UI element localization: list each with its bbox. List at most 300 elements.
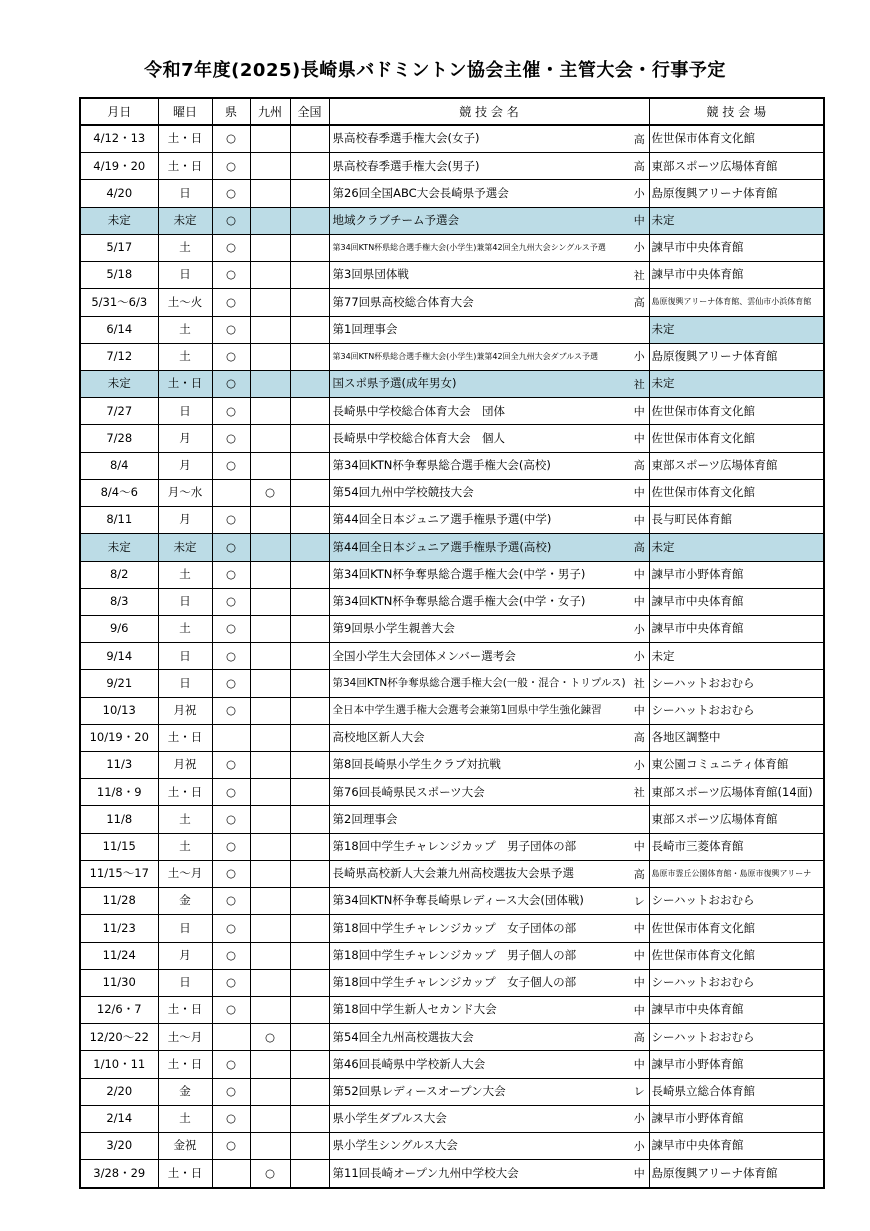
table-row [80, 398, 824, 425]
cell-category: 中 [630, 915, 649, 942]
table-row [80, 316, 824, 343]
cell-category: 中 [630, 1160, 649, 1188]
cell-national-mark [290, 752, 329, 779]
cell-venue: シーハットおおむら [649, 670, 824, 697]
table-row [80, 833, 824, 860]
cell-day: 日 [158, 670, 212, 697]
cell-category: 社 [630, 670, 649, 697]
cell-pref-mark [212, 724, 250, 751]
cell-pref-mark: ○ [212, 752, 250, 779]
cell-category: 小 [630, 1133, 649, 1160]
cell-event-name: 長崎県中学校総合体育大会 個人 [329, 425, 630, 452]
cell-kyushu-mark [250, 289, 290, 316]
cell-day: 月 [158, 942, 212, 969]
cell-event-name: 長崎県高校新人大会兼九州高校選抜大会県予選 [329, 860, 630, 887]
cell-pref-mark: ○ [212, 343, 250, 370]
cell-pref-mark: ○ [212, 452, 250, 479]
cell-event-name: 第9回県小学生親善大会 [329, 615, 630, 642]
cell-date: 8/2 [80, 561, 158, 588]
cell-venue: 長与町民体育館 [649, 507, 824, 534]
table-row [80, 670, 824, 697]
cell-category: 高 [630, 153, 649, 180]
cell-kyushu-mark [250, 915, 290, 942]
cell-date: 7/27 [80, 398, 158, 425]
cell-national-mark [290, 1024, 329, 1051]
cell-day: 土・日 [158, 153, 212, 180]
cell-national-mark [290, 1078, 329, 1105]
cell-event-name: 第34回KTN杯争奪県総合選手権大会(中学・女子) [329, 588, 630, 615]
cell-day: 未定 [158, 534, 212, 561]
cell-national-mark [290, 262, 329, 289]
cell-pref-mark: ○ [212, 125, 250, 153]
table-row [80, 915, 824, 942]
cell-event-name: 第18回中学生新人セカンド大会 [329, 997, 630, 1024]
table-row [80, 942, 824, 969]
cell-date: 未定 [80, 207, 158, 234]
table-row [80, 752, 824, 779]
cell-category [630, 806, 649, 833]
cell-day: 土 [158, 615, 212, 642]
cell-event-name: 高校地区新人大会 [329, 724, 630, 751]
table-row [80, 343, 824, 370]
cell-national-mark [290, 153, 329, 180]
cell-national-mark [290, 860, 329, 887]
table-row [80, 724, 824, 751]
cell-category: 高 [630, 860, 649, 887]
header-date: 月日 [80, 98, 158, 125]
table-row [80, 507, 824, 534]
cell-national-mark [290, 1160, 329, 1188]
cell-pref-mark: ○ [212, 697, 250, 724]
cell-venue: シーハットおおむら [649, 969, 824, 996]
table-row [80, 534, 824, 561]
cell-day: 日 [158, 180, 212, 207]
cell-category: 高 [630, 125, 649, 153]
cell-event-name: 第44回全日本ジュニア選手権県予選(高校) [329, 534, 630, 561]
cell-event-name: 第8回長崎県小学生クラブ対抗戦 [329, 752, 630, 779]
cell-kyushu-mark: ○ [250, 1024, 290, 1051]
cell-national-mark [290, 1133, 329, 1160]
cell-day: 土・日 [158, 724, 212, 751]
cell-venue: 佐世保市体育文化館 [649, 398, 824, 425]
cell-national-mark [290, 561, 329, 588]
cell-pref-mark: ○ [212, 860, 250, 887]
cell-venue: 未定 [649, 370, 824, 397]
table-row [80, 153, 824, 180]
cell-pref-mark: ○ [212, 1105, 250, 1132]
cell-event-name: 第34回KTN杯争奪長崎県レディース大会(団体戦) [329, 888, 630, 915]
cell-event-name: 第46回長崎県中学校新人大会 [329, 1051, 630, 1078]
table-row [80, 1078, 824, 1105]
cell-event-name: 第34回KTN杯争奪県総合選手権大会(中学・男子) [329, 561, 630, 588]
cell-event-name: 第54回九州中学校競技大会 [329, 479, 630, 506]
cell-event-name: 県高校春季選手権大会(男子) [329, 153, 630, 180]
cell-national-mark [290, 534, 329, 561]
cell-venue: 未定 [649, 643, 824, 670]
cell-national-mark [290, 207, 329, 234]
cell-venue: 島原復興アリーナ体育館、雲仙市小浜体育館 [649, 289, 824, 316]
cell-national-mark [290, 398, 329, 425]
cell-national-mark [290, 588, 329, 615]
cell-venue: 未定 [649, 534, 824, 561]
cell-day: 土～月 [158, 1024, 212, 1051]
cell-kyushu-mark [250, 125, 290, 153]
cell-date: 11/15～17 [80, 860, 158, 887]
cell-venue: 島原市霊丘公園体育館・島原市復興アリーナ [649, 860, 824, 887]
cell-date: 3/28・29 [80, 1160, 158, 1188]
cell-date: 5/17 [80, 234, 158, 261]
cell-pref-mark: ○ [212, 262, 250, 289]
table-row [80, 289, 824, 316]
header-day: 曜日 [158, 98, 212, 125]
cell-date: 8/4～6 [80, 479, 158, 506]
cell-pref-mark: ○ [212, 1133, 250, 1160]
table-row [80, 452, 824, 479]
cell-venue: 佐世保市体育文化館 [649, 942, 824, 969]
cell-date: 11/15 [80, 833, 158, 860]
cell-pref-mark: ○ [212, 806, 250, 833]
cell-national-mark [290, 180, 329, 207]
cell-event-name: 第26回全国ABC大会長崎県予選会 [329, 180, 630, 207]
cell-category: 中 [630, 207, 649, 234]
cell-category: 小 [630, 752, 649, 779]
cell-event-name: 地域クラブチーム予選会 [329, 207, 630, 234]
cell-national-mark [290, 507, 329, 534]
cell-day: 月～水 [158, 479, 212, 506]
cell-event-name: 県高校春季選手権大会(女子) [329, 125, 630, 153]
cell-category: 社 [630, 779, 649, 806]
cell-kyushu-mark [250, 670, 290, 697]
cell-kyushu-mark [250, 561, 290, 588]
cell-pref-mark: ○ [212, 942, 250, 969]
cell-date: 11/24 [80, 942, 158, 969]
cell-category: レ [630, 1078, 649, 1105]
cell-event-name: 第3回県団体戦 [329, 262, 630, 289]
cell-kyushu-mark [250, 343, 290, 370]
cell-kyushu-mark [250, 234, 290, 261]
cell-category: 中 [630, 697, 649, 724]
cell-event-name: 第18回中学生チャレンジカップ 女子団体の部 [329, 915, 630, 942]
cell-event-name: 第34回KTN杯争奪県総合選手権大会(高校) [329, 452, 630, 479]
cell-event-name: 第18回中学生チャレンジカップ 女子個人の部 [329, 969, 630, 996]
cell-national-mark [290, 1105, 329, 1132]
table-row [80, 588, 824, 615]
header-event: 競 技 会 名 [329, 98, 649, 125]
cell-day: 土・日 [158, 779, 212, 806]
page-title: 令和7年度(2025)長崎県バドミントン協会主催・主管大会・行事予定 [144, 60, 726, 81]
cell-pref-mark: ○ [212, 588, 250, 615]
cell-date: 12/6・7 [80, 997, 158, 1024]
cell-pref-mark: ○ [212, 1078, 250, 1105]
cell-category: 中 [630, 969, 649, 996]
cell-national-mark [290, 370, 329, 397]
cell-event-name: 第18回中学生チャレンジカップ 男子個人の部 [329, 942, 630, 969]
cell-date: 6/14 [80, 316, 158, 343]
cell-kyushu-mark [250, 180, 290, 207]
table-row [80, 1051, 824, 1078]
cell-kyushu-mark [250, 262, 290, 289]
cell-pref-mark: ○ [212, 425, 250, 452]
cell-category: 中 [630, 833, 649, 860]
cell-event-name: 第44回全日本ジュニア選手権県予選(中学) [329, 507, 630, 534]
cell-pref-mark: ○ [212, 1051, 250, 1078]
cell-pref-mark: ○ [212, 561, 250, 588]
cell-pref-mark: ○ [212, 888, 250, 915]
cell-category: 中 [630, 425, 649, 452]
cell-kyushu-mark [250, 1051, 290, 1078]
cell-category: 小 [630, 343, 649, 370]
cell-venue: 諫早市中央体育館 [649, 615, 824, 642]
cell-category: 高 [630, 534, 649, 561]
cell-national-mark [290, 942, 329, 969]
cell-date: 1/10・11 [80, 1051, 158, 1078]
cell-day: 土～火 [158, 289, 212, 316]
cell-venue: 諫早市小野体育館 [649, 561, 824, 588]
cell-date: 11/8・9 [80, 779, 158, 806]
cell-venue: 東部スポーツ広場体育館 [649, 806, 824, 833]
cell-event-name: 第11回長崎オープン九州中学校大会 [329, 1160, 630, 1188]
cell-kyushu-mark [250, 724, 290, 751]
cell-national-mark [290, 1051, 329, 1078]
header-kyushu: 九州 [250, 98, 290, 125]
cell-date: 10/19・20 [80, 724, 158, 751]
cell-kyushu-mark [250, 643, 290, 670]
cell-pref-mark: ○ [212, 615, 250, 642]
cell-day: 月 [158, 507, 212, 534]
table-row [80, 697, 824, 724]
table-row [80, 1105, 824, 1132]
cell-venue: 佐世保市体育文化館 [649, 915, 824, 942]
cell-category: 中 [630, 561, 649, 588]
cell-category: 小 [630, 180, 649, 207]
table-row [80, 1160, 824, 1188]
cell-event-name: 長崎県中学校総合体育大会 団体 [329, 398, 630, 425]
cell-pref-mark: ○ [212, 398, 250, 425]
cell-event-name: 第2回理事会 [329, 806, 630, 833]
cell-kyushu-mark [250, 833, 290, 860]
cell-date: 未定 [80, 370, 158, 397]
cell-day: 土・日 [158, 125, 212, 153]
cell-pref-mark [212, 479, 250, 506]
cell-event-name: 第34回KTN杯県総合選手権大会(小学生)兼第42回全九州大会シングルス予選 [329, 234, 630, 261]
cell-date: 11/30 [80, 969, 158, 996]
cell-day: 土・日 [158, 370, 212, 397]
cell-category: 中 [630, 588, 649, 615]
cell-date: 8/3 [80, 588, 158, 615]
cell-day: 月 [158, 452, 212, 479]
table-row [80, 234, 824, 261]
cell-category: 社 [630, 262, 649, 289]
cell-pref-mark: ○ [212, 234, 250, 261]
cell-pref-mark: ○ [212, 153, 250, 180]
cell-venue: 佐世保市体育文化館 [649, 425, 824, 452]
table-row [80, 125, 824, 153]
cell-date: 2/20 [80, 1078, 158, 1105]
header-venue: 競 技 会 場 [649, 98, 824, 125]
cell-kyushu-mark [250, 752, 290, 779]
cell-venue: 諫早市小野体育館 [649, 1105, 824, 1132]
cell-venue: シーハットおおむら [649, 697, 824, 724]
cell-national-mark [290, 289, 329, 316]
cell-date: 11/8 [80, 806, 158, 833]
cell-pref-mark [212, 1024, 250, 1051]
table-row [80, 180, 824, 207]
cell-date: 3/20 [80, 1133, 158, 1160]
cell-kyushu-mark: ○ [250, 479, 290, 506]
table-row [80, 1024, 824, 1051]
cell-category: 高 [630, 289, 649, 316]
cell-date: 8/4 [80, 452, 158, 479]
cell-venue: 佐世保市体育文化館 [649, 125, 824, 153]
cell-category: 小 [630, 643, 649, 670]
cell-day: 土 [158, 234, 212, 261]
cell-pref-mark: ○ [212, 833, 250, 860]
table-header-row [80, 98, 824, 125]
cell-venue: 諫早市小野体育館 [649, 1051, 824, 1078]
cell-date: 10/13 [80, 697, 158, 724]
cell-event-name: 県小学生シングルス大会 [329, 1133, 630, 1160]
cell-kyushu-mark [250, 1133, 290, 1160]
table-row [80, 207, 824, 234]
cell-kyushu-mark: ○ [250, 1160, 290, 1188]
cell-national-mark [290, 888, 329, 915]
cell-kyushu-mark [250, 534, 290, 561]
cell-national-mark [290, 915, 329, 942]
cell-kyushu-mark [250, 425, 290, 452]
cell-national-mark [290, 234, 329, 261]
cell-day: 月 [158, 425, 212, 452]
cell-national-mark [290, 697, 329, 724]
cell-category: 中 [630, 507, 649, 534]
cell-pref-mark: ○ [212, 207, 250, 234]
table-row [80, 643, 824, 670]
cell-venue: 諫早市中央体育館 [649, 262, 824, 289]
cell-pref-mark: ○ [212, 915, 250, 942]
cell-date: 5/18 [80, 262, 158, 289]
cell-event-name: 第18回中学生チャレンジカップ 男子団体の部 [329, 833, 630, 860]
cell-pref-mark: ○ [212, 643, 250, 670]
cell-kyushu-mark [250, 370, 290, 397]
cell-date: 7/28 [80, 425, 158, 452]
cell-kyushu-mark [250, 942, 290, 969]
cell-day: 月祝 [158, 697, 212, 724]
table-row [80, 615, 824, 642]
cell-date: 4/19・20 [80, 153, 158, 180]
cell-day: 土 [158, 316, 212, 343]
schedule-table [79, 97, 825, 1189]
cell-event-name: 全日本中学生選手権大会選考会兼第1回県中学生強化錬習 [329, 697, 630, 724]
table-row [80, 806, 824, 833]
cell-day: 土 [158, 806, 212, 833]
cell-category: 中 [630, 997, 649, 1024]
cell-venue: 島原復興アリーナ体育館 [649, 1160, 824, 1188]
cell-day: 土・日 [158, 1160, 212, 1188]
cell-category: 小 [630, 234, 649, 261]
table-row [80, 370, 824, 397]
cell-venue: 各地区調整中 [649, 724, 824, 751]
cell-day: 日 [158, 588, 212, 615]
cell-day: 日 [158, 398, 212, 425]
cell-venue: 諫早市中央体育館 [649, 234, 824, 261]
cell-pref-mark: ○ [212, 670, 250, 697]
cell-national-mark [290, 425, 329, 452]
cell-venue: 諫早市中央体育館 [649, 997, 824, 1024]
cell-pref-mark: ○ [212, 779, 250, 806]
cell-national-mark [290, 316, 329, 343]
cell-venue: 未定 [649, 316, 824, 343]
cell-category: 高 [630, 724, 649, 751]
cell-date: 5/31～6/3 [80, 289, 158, 316]
cell-pref-mark: ○ [212, 289, 250, 316]
cell-event-name: 第34回KTN杯争奪県総合選手権大会(一般・混合・トリプルス) [329, 670, 630, 697]
cell-category: 小 [630, 615, 649, 642]
cell-kyushu-mark [250, 1105, 290, 1132]
cell-category: 高 [630, 1024, 649, 1051]
cell-national-mark [290, 997, 329, 1024]
cell-national-mark [290, 724, 329, 751]
table-row [80, 997, 824, 1024]
cell-date: 9/14 [80, 643, 158, 670]
cell-day: 土 [158, 833, 212, 860]
cell-national-mark [290, 452, 329, 479]
cell-event-name: 国スポ県予選(成年男女) [329, 370, 630, 397]
cell-kyushu-mark [250, 997, 290, 1024]
cell-date: 11/28 [80, 888, 158, 915]
table-row [80, 860, 824, 887]
cell-date: 12/20～22 [80, 1024, 158, 1051]
cell-venue: 諫早市中央体育館 [649, 588, 824, 615]
cell-date: 9/21 [80, 670, 158, 697]
cell-national-mark [290, 125, 329, 153]
table-row [80, 969, 824, 996]
cell-pref-mark: ○ [212, 370, 250, 397]
cell-kyushu-mark [250, 153, 290, 180]
cell-category: 中 [630, 479, 649, 506]
cell-date: 11/3 [80, 752, 158, 779]
cell-kyushu-mark [250, 888, 290, 915]
cell-kyushu-mark [250, 615, 290, 642]
cell-category: 中 [630, 942, 649, 969]
cell-event-name: 県小学生ダブルス大会 [329, 1105, 630, 1132]
cell-day: 月祝 [158, 752, 212, 779]
cell-national-mark [290, 833, 329, 860]
cell-day: 金 [158, 888, 212, 915]
cell-pref-mark: ○ [212, 507, 250, 534]
cell-kyushu-mark [250, 969, 290, 996]
cell-date: 11/23 [80, 915, 158, 942]
cell-event-name: 第34回KTN杯県総合選手権大会(小学生)兼第42回全九州大会ダブルス予選 [329, 343, 630, 370]
cell-day: 土・日 [158, 997, 212, 1024]
cell-kyushu-mark [250, 806, 290, 833]
cell-national-mark [290, 643, 329, 670]
cell-day: 日 [158, 915, 212, 942]
header-national: 全国 [290, 98, 329, 125]
cell-venue: 東部スポーツ広場体育館(14面) [649, 779, 824, 806]
cell-kyushu-mark [250, 697, 290, 724]
cell-pref-mark: ○ [212, 969, 250, 996]
cell-national-mark [290, 670, 329, 697]
cell-national-mark [290, 343, 329, 370]
cell-date: 4/12・13 [80, 125, 158, 153]
cell-kyushu-mark [250, 860, 290, 887]
cell-event-name: 全国小学生大会団体メンバー選考会 [329, 643, 630, 670]
cell-kyushu-mark [250, 507, 290, 534]
cell-category: 中 [630, 398, 649, 425]
cell-day: 土～月 [158, 860, 212, 887]
cell-date: 未定 [80, 534, 158, 561]
cell-event-name: 第77回県高校総合体育大会 [329, 289, 630, 316]
cell-venue: 佐世保市体育文化館 [649, 479, 824, 506]
